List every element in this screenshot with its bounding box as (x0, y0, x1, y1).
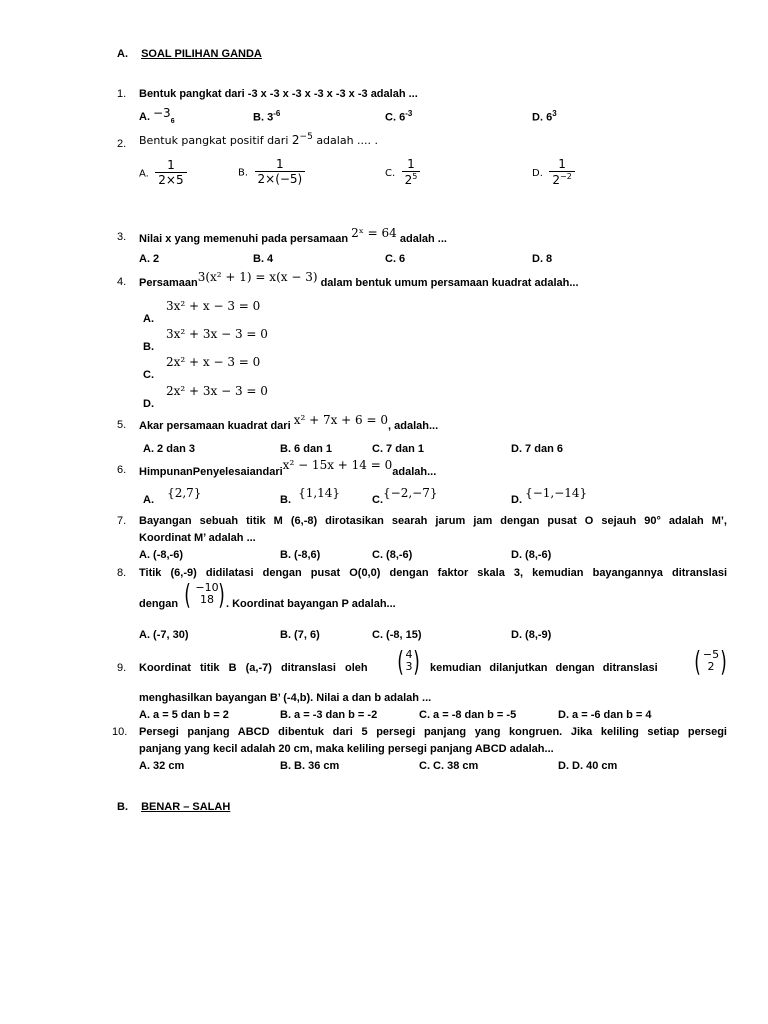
q5-option-a: A. 2 dan 3 (143, 443, 195, 455)
q6-number: 6. (117, 464, 127, 476)
q10-option-b: B. B. 36 cm (280, 760, 340, 772)
q4-option-c-label: C. (143, 369, 154, 381)
q3-option-b: B. 4 (253, 253, 274, 265)
q5-text: Akar persamaan kuadrat dari x² + 7x + 6 = 0, adalah... (139, 413, 439, 432)
q7-option-d: D. (8,-6) (511, 549, 552, 561)
q4-option-c-expr: 2x² + x − 3 = 0 (166, 355, 261, 369)
q9-line-1-mid: kemudian dilanjutkan dengan ditranslasi (430, 662, 658, 674)
q4-option-d-label: D. (143, 398, 154, 410)
q7-line-2: Koordinat M’ adalah ... (139, 532, 256, 544)
q9-option-c: C. a = -8 dan b = -5 (419, 709, 517, 721)
q6-option-c: C.{−2,−7} (372, 486, 438, 506)
q8-line-2-post: . Koordinat bayangan P adalah... (226, 598, 396, 610)
q9-line-1-start: Koordinat titik B (a,-7) ditranslasi oleh (139, 662, 368, 674)
q10-line-2: panjang yang kecil adalah 20 cm, maka keliling persegi panjang ABCD adalah... (139, 743, 554, 755)
q4-option-a-label: A. (143, 313, 154, 325)
q10-number: 10. (112, 726, 128, 738)
q1-option-b: B. $3^{-6}$ (253, 109, 281, 124)
q4-option-a-expr: 3x² + x − 3 = 0 (166, 299, 261, 313)
q9-line-2: menghasilkan bayangan B’ (-4,b). Nilai a dan b adalah ... (139, 692, 432, 704)
q10-line-1: Persegi panjang ABCD dibentuk dari 5 persegi panjang yang kongruen. Jika keliling setiap persegi (139, 726, 727, 738)
q7-option-c: C. (8,-6) (372, 549, 413, 561)
section-b-title: BENAR – SALAH (141, 801, 231, 813)
q6-option-a: A. {2,7} (143, 486, 202, 506)
q3-text: Nilai x yang memenuhi pada persamaan 2ˣ = 64 adalah ... (139, 226, 447, 245)
q1-option-c: C. $6^{-3}$ (385, 109, 413, 124)
q5-number: 5. (117, 419, 127, 431)
q4-number: 4. (117, 276, 127, 288)
q5-option-b: B. 6 dan 1 (280, 443, 332, 455)
q9-translation-vector-2: ( −5 2 ) (694, 645, 727, 678)
q8-translation-vector: ( −10 18 ) (184, 578, 225, 611)
q4-option-d-expr: 2x² + 3x − 3 = 0 (166, 384, 268, 398)
q7-number: 7. (117, 515, 127, 527)
q3-option-c: C. 6 (385, 253, 406, 265)
q4-text: Persamaan3(x² + 1) = x(x − 3) dalam bentuk umum persamaan kuadrat adalah... (139, 270, 579, 289)
q9-translation-vector-1: ( 4 3 ) (397, 645, 420, 678)
q8-option-b: B. (7, 6) (280, 629, 320, 641)
q1-option-d: D. $6^3$ (532, 109, 557, 124)
q1-option-a: A. $-3_6$ (139, 106, 175, 126)
q8-number: 8. (117, 567, 127, 579)
q2-option-b: B. $\frac{1}{2\times(-5)}$ (238, 157, 305, 186)
q4-option-b-expr: 3x² + 3x − 3 = 0 (166, 327, 268, 341)
q3-option-d: D. 8 (532, 253, 553, 265)
section-a-letter: A. (117, 48, 128, 60)
q5-option-c: C. 7 dan 1 (372, 443, 424, 455)
q8-line-1: Titik (6,-9) didilatasi dengan pusat O(0,0) dengan faktor skala 3, kemudian bayangannya ditranslasi (139, 567, 727, 579)
q2-option-d: D. $\frac{1}{2^{-2}}$ (532, 157, 575, 187)
section-b-heading (117, 801, 230, 813)
q9-number: 9. (117, 662, 127, 674)
q2-option-c: C. $\frac{1}{2^5}$ (385, 157, 420, 187)
q10-option-d: D. D. 40 cm (558, 760, 618, 772)
q4-option-b-label: B. (143, 341, 154, 353)
q1-number: 1. (117, 88, 127, 100)
q5-option-d: D. 7 dan 6 (511, 443, 563, 455)
q7-option-b: B. (-8,6) (280, 549, 321, 561)
q9-option-b: B. a = -3 dan b = -2 (280, 709, 378, 721)
q6-option-d: D. {−1,−14} (511, 486, 588, 506)
q10-option-c: C. C. 38 cm (419, 760, 479, 772)
q3-option-a: A. 2 (139, 253, 160, 265)
q6-option-b: B. {1,14} (280, 486, 341, 506)
q8-line-2-pre: dengan (139, 598, 179, 610)
q2-number: 2. (117, 138, 127, 150)
q2-option-a: A. $\frac{1}{2\times 5}$ (139, 158, 187, 187)
q10-option-a: A. 32 cm (139, 760, 185, 772)
q7-line-1: Bayangan sebuah titik M (6,-8) dirotasikan searah jarum jam dengan pusat O sejauh 90° adalah M’, (139, 515, 727, 527)
q9-option-a: A. a = 5 dan b = 2 (139, 709, 229, 721)
q6-text: HimpunanPenyelesaiandarix² − 15x + 14 = 0adalah... (139, 458, 437, 478)
q3-number: 3. (117, 231, 127, 243)
section-a-heading (117, 48, 262, 60)
q8-option-d: D. (8,-9) (511, 629, 552, 641)
q1-text: Bentuk pangkat dari -3 x -3 x -3 x -3 x -3 x -3 adalah ... (139, 88, 418, 100)
q8-option-a: A. (-7, 30) (139, 629, 189, 641)
q2-text: Bentuk pangkat positif dari $2^{-5}$ adalah .... . (139, 132, 379, 147)
section-b-letter: B. (117, 801, 128, 813)
q7-option-a: A. (-8,-6) (139, 549, 183, 561)
q9-option-d: D. a = -6 dan b = 4 (558, 709, 652, 721)
section-a-title: SOAL PILIHAN GANDA (141, 48, 262, 60)
q8-option-c: C. (-8, 15) (372, 629, 422, 641)
